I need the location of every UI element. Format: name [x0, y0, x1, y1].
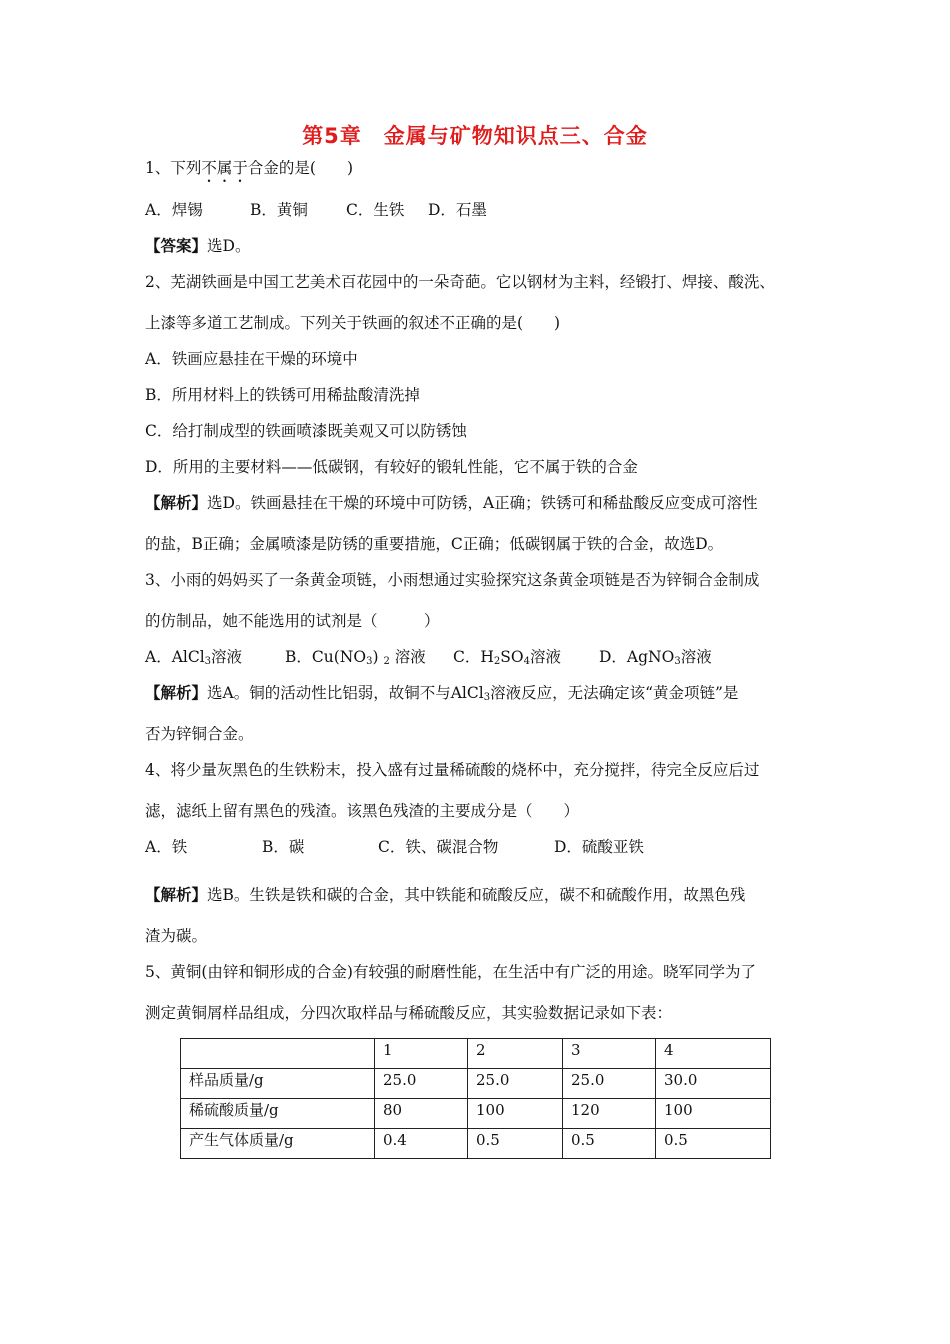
table-cell: 100 [656, 1099, 771, 1129]
table-cell: 25.0 [375, 1069, 468, 1099]
table-cell: 0.5 [656, 1129, 771, 1159]
question-3-stem-line2: 的仿制品，她不能选用的试剂是（ ） [145, 612, 440, 630]
q1-option-d: D．石墨 [428, 201, 487, 219]
question-5-stem-line1: 5、黄铜(由锌和铜形成的合金)有较强的耐磨性能，在生活中有广泛的用途。晓军同学为了 [145, 963, 756, 981]
q4-analysis-line1: 【解析】选B。生铁是铁和碳的合金，其中铁能和硫酸反应，碳不和硫酸作用，故黑色残 [145, 885, 746, 904]
question-2-stem-line2: 上漆等多道工艺制成。下列关于铁画的叙述不正确的是( ) [145, 314, 561, 332]
q2-option-c: C．给打制成型的铁画喷漆既美观又可以防锈蚀 [145, 422, 467, 440]
table-cell: 30.0 [656, 1069, 771, 1099]
question-3-stem-line1: 3、小雨的妈妈买了一条黄金项链，小雨想通过实验探究这条黄金项链是否为锌铜合金制成 [145, 571, 760, 589]
q4-option-c: C．铁、碳混合物 [378, 838, 499, 856]
table-cell: 产生气体质量/g [181, 1129, 375, 1159]
table-cell: 0.5 [563, 1129, 656, 1159]
question-4-stem-line1: 4、将少量灰黑色的生铁粉末，投入盛有过量稀硫酸的烧杯中，充分搅拌，待完全反应后过 [145, 761, 760, 779]
emphasis-text: 不属于 [201, 159, 248, 177]
table-cell: 25.0 [563, 1069, 656, 1099]
q1-answer: 【答案】选D。 [145, 236, 251, 255]
table-cell: 1 [375, 1039, 468, 1069]
table-row [181, 1069, 771, 1099]
table-cell: 0.5 [468, 1129, 563, 1159]
table-cell: 25.0 [468, 1069, 563, 1099]
q3-option-a: A．AlCl$_3$溶液 [145, 648, 243, 667]
question-4-stem-line2: 滤，滤纸上留有黑色的残渣。该黑色残渣的主要成分是（ ） [145, 802, 580, 820]
q3-option-d: D．AgNO$_3$溶液 [599, 648, 712, 667]
q4-analysis-line2: 渣为碳。 [145, 927, 208, 945]
q2-option-d: D．所用的主要材料——低碳钢，有较好的锻轧性能，它不属于铁的合金 [145, 458, 638, 476]
q3-analysis-line2: 否为锌铜合金。 [145, 725, 254, 743]
experiment-data-table [180, 1038, 771, 1159]
question-2-stem-line1: 2、芜湖铁画是中国工艺美术百花园中的一朵奇葩。它以钢材为主料，经锻打、焊接、酸洗、 [145, 273, 775, 291]
q3-option-c: C．$H_2SO_4$溶液 [453, 648, 561, 667]
q4-option-a: A．铁 [145, 838, 188, 856]
q1-option-a: A．焊锡 [145, 201, 203, 219]
q4-option-d: D．硫酸亚铁 [554, 838, 644, 856]
table-cell: 80 [375, 1099, 468, 1129]
q2-option-b: B．所用材料上的铁锈可用稀盐酸清洗掉 [145, 386, 420, 404]
q3-analysis-line1: 【解析】选A。铜的活动性比铝弱，故铜不与AlCl$_3$溶液反应，无法确定该“黄金项链”是 [145, 683, 739, 703]
table-cell: 样品质量/g [181, 1069, 375, 1099]
question-5-stem-line2: 测定黄铜屑样品组成，分四次取样品与稀硫酸反应，其实验数据记录如下表： [145, 1004, 673, 1022]
table-cell: 0.4 [375, 1129, 468, 1159]
table-row [181, 1099, 771, 1129]
table-cell: 稀硫酸质量/g [181, 1099, 375, 1129]
table-row [181, 1129, 771, 1159]
table-cell: 3 [563, 1039, 656, 1069]
q3-option-b: B．$Cu(NO_3)$ $_2$ 溶液 [285, 648, 426, 667]
table-cell: 4 [656, 1039, 771, 1069]
q2-option-a: A．铁画应悬挂在干燥的环境中 [145, 350, 358, 368]
table-cell: 2 [468, 1039, 563, 1069]
q2-analysis-line1: 【解析】选D。铁画悬挂在干燥的环境中可防锈，A正确；铁锈可和稀盐酸反应变成可溶性 [145, 493, 758, 512]
table-header-row [181, 1039, 771, 1069]
q1-option-b: B．黄铜 [250, 201, 308, 219]
q4-option-b: B．碳 [262, 838, 305, 856]
q2-analysis-line2: 的盐，B正确；金属喷漆是防锈的重要措施，C正确；低碳钢属于铁的合金，故选D。 [145, 535, 724, 553]
question-1-stem: 1、下列不属于合金的是( ) [145, 159, 353, 177]
q1-option-c: C．生铁 [346, 201, 405, 219]
page-title: 第5章 金属与矿物知识点三、合金 [302, 124, 648, 148]
table-cell [181, 1039, 375, 1069]
table-cell: 120 [563, 1099, 656, 1129]
table-cell: 100 [468, 1099, 563, 1129]
